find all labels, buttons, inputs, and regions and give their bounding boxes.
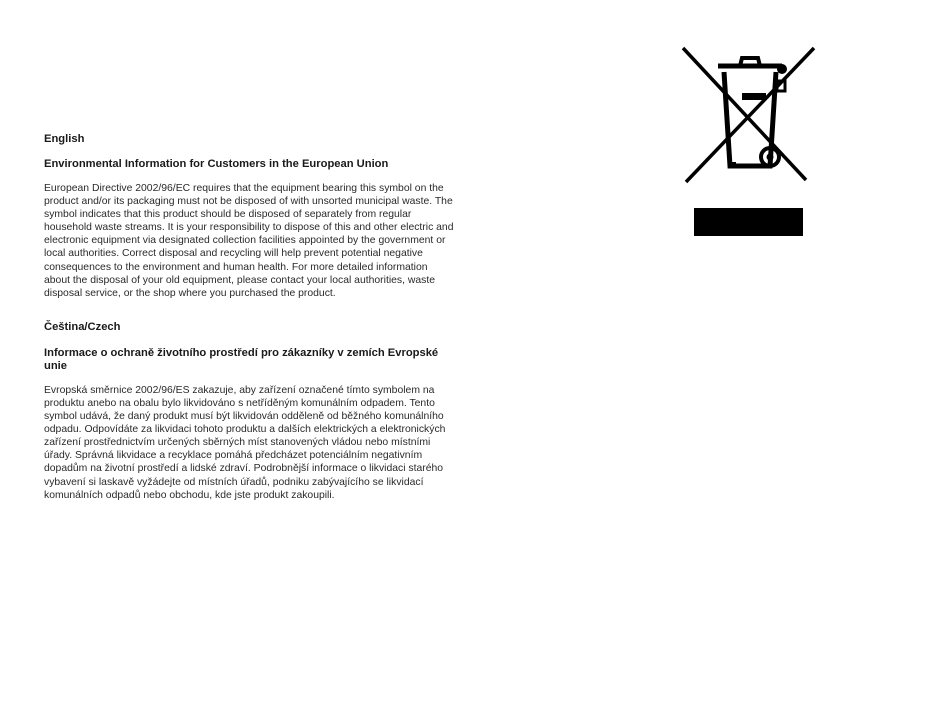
english-language-heading: English	[44, 133, 85, 145]
czech-body-text: Evropská směrnice 2002/96/ES zakazuje, aby zařízení označené tímto symbolem na produktu anebo na obalu bylo likvidováno s netříděným komunálním odpadem. Tento symbol udává, že daný produkt musí být likvidován odděleně od běžného komunálního odpadu. Odpovídáte za likvidaci tohoto produktu a dalších elektrických a elektronických zařízení prostřednictvím určených sběrných míst stanovených vládou nebo místními úřady. Správná likvidace a recyklace pomáhá předcházet potenciálním negativním dopadům na životní prostředí a lidské zdraví. Podrobnější informace o likvidaci starého vybavení si laskavě vyžádejte od místních úřadů, podniku zabývajícího se likvidací komunálních odpadů nebo obchodu, kde jste produkt zakoupili.	[44, 384, 446, 501]
czech-section-title: Informace o ochraně životního prostředí pro zákazníky v zemích Evropské unie	[44, 346, 439, 372]
english-body-text: European Directive 2002/96/EC requires that the equipment bearing this symbol on the product and/or its packaging must not be disposed of with unsorted municipal waste. The symbol indicates that this product should be disposed of separately from regular household waste streams. It is your responsibility to dispose of this and other electric and electronic equipment via designated collection facilities appointed by the government or local authorities. Correct disposal and recycling will help prevent potential negative consequences to the environment and human health. For more detailed information about the disposal of your old equipment, please contact your local authorities, waste disposal service, or the shop where you purchased the product.	[44, 183, 454, 299]
czech-language-heading: Čeština/Czech	[44, 320, 121, 333]
weee-solid-bar	[694, 208, 803, 236]
text-column	[44, 132, 456, 502]
crossed-out-wheelie-bin-icon	[680, 44, 820, 189]
english-section-title: Environmental Information for Customers in the European Union	[44, 158, 389, 170]
